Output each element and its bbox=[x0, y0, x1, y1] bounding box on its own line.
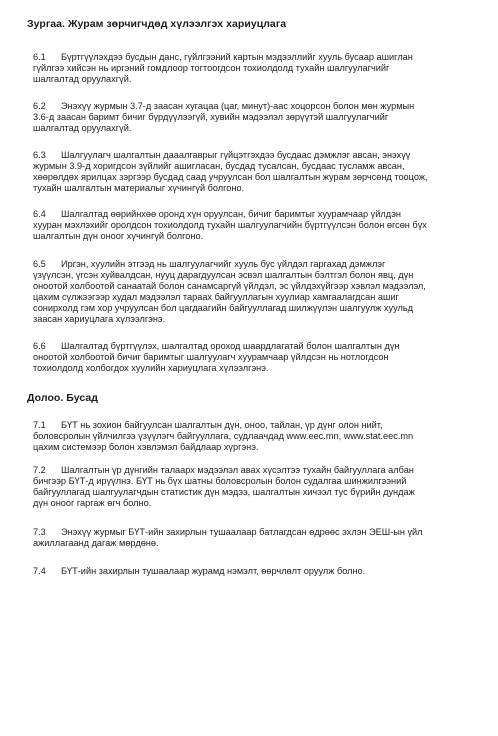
clause-text: цахим сүлжээгээр худал мэдээлэл тараах байгууллагын хуулиар хамгаалагдсан ашиг bbox=[33, 292, 399, 302]
clause-text: Иргэн, хуулийн этгээд нь шалгуулагчийг хууль бус үйлдэл гаргахад дэмжлэг bbox=[61, 259, 386, 269]
clause-text: БҮТ нь зохион байгуулсан шалгалтын дүн, оноо, тайлан, үр дүнг олон нийт, bbox=[61, 420, 383, 430]
clause-text: Шалгуулагч шалгалтын дааалгаврыг гүйцэтгэхдээ бусдаас дэмжлэг авсан, энэхүү bbox=[61, 150, 411, 160]
clause-number: 7.1 bbox=[33, 420, 46, 430]
clause-7-3 bbox=[33, 527, 473, 549]
clause-7-4 bbox=[33, 566, 473, 577]
clause-6-3 bbox=[33, 150, 473, 194]
clause-text: дүн оноог гаргаж өгч болно. bbox=[33, 498, 152, 508]
clause-number: 7.3 bbox=[33, 527, 46, 537]
clause-text: Энэхүү журмыг БҮТ-ийн захирлын тушаалаар батлагдсан өдрөөс эхлэн ЭЕШ-ын үйл bbox=[61, 527, 423, 537]
clause-number: 6.6 bbox=[33, 341, 46, 351]
clause-text: боловсролын үйлчилгээ үзүүлэгч байгууллага, судлаачдад www.eec.mn, www.stat.eec.mn bbox=[33, 431, 414, 441]
clause-text: Шалгалтад бүртгүүлэх, шалгалтад ороход шаардлагатай болон шалгалтын дүн bbox=[61, 341, 400, 351]
clause-text: тохиолдолд холбогдох хуулийн хариуцлага хүлээлгэнэ. bbox=[33, 363, 269, 373]
clause-text: хууран мэхлэхийг оролдсон тохиолдолд тухайн шалгуулагчийн бүртгүүлсэн болон өгсөн бүх bbox=[33, 220, 427, 230]
clause-text: шалгалтын дүн оноог хүчингүй болгоно. bbox=[33, 231, 204, 241]
clause-text: цахим системээр болон хэвлэмэл байдлаар хүргэнэ. bbox=[33, 442, 259, 452]
clause-7-2 bbox=[33, 465, 473, 509]
clause-number: 6.5 bbox=[33, 259, 46, 269]
clause-text: шалгалтад оруулахгүй. bbox=[33, 74, 132, 84]
clause-6-1 bbox=[33, 52, 473, 85]
section-7-heading: Долоо. Бусад bbox=[27, 392, 99, 404]
clause-text: Шалгалтын үр дүнгийн талаарх мэдээлэл авах хүсэлтээ тухайн байгууллага албан bbox=[61, 465, 414, 475]
clause-text: оноотой холбоотой бичиг баримтыг шалгуулагч хуурамчаар үйлдсэн нь нотлогдсон bbox=[33, 352, 389, 362]
clause-text: байгууллагад шалгуулагчдын статистик дүн мэдээ, шалгалтын хичээл тус бүрийн дундаж bbox=[33, 487, 415, 497]
clause-text: хөөрөлдөх ярилцах зэргээр бусдад саад учруулсан бол шалгалтын журам зөрчсөнд тооцож, bbox=[33, 172, 428, 182]
clause-text: заасан хариуцлага хүлээлгэнэ. bbox=[33, 314, 166, 324]
clause-6-6 bbox=[33, 341, 473, 374]
clause-text: 3.6-д заасан баримт бичиг бүрдүүлээгүй, хувийн мэдээлэл зөрүүтэй шалгуулагчийг bbox=[33, 112, 389, 122]
clause-text: оноотой холбоотой санаатай болон санамсаргүй үйлдэл, эс үйлдэхүйгээр хэвлэл мэдээлэл, bbox=[33, 281, 426, 291]
clause-text: Бүртгүүлэхдээ бусдын данс, гүйлгээний картын мэдээллийг хууль бусаар ашиглан bbox=[61, 52, 413, 62]
clause-text: гүйлгээ хийсэн нь иргэний гомдлоор тогтоогдсон тохиолдолд тухайн шалгуулагчийг bbox=[33, 63, 390, 73]
clause-number: 7.4 bbox=[33, 566, 46, 576]
clause-text: сонирхолд гэм хор учруулсан бол цагдаагийн байгууллагад шилжүүлэн шалгуулж хуульд bbox=[33, 303, 413, 313]
clause-text: БҮТ-ийн захирлын тушаалаар журамд нэмэлт, өөрчлөлт оруулж болно. bbox=[61, 566, 366, 576]
clause-text: Энэхүү журмын 3.7-д заасан хугацаа (цаг, минут)-аас хоцорсон болон мөн журмын bbox=[61, 101, 415, 111]
clause-text: Шалгалтад өөрийнхөө оронд хүн оруулсан, бичиг баримтыг хуурамчаар үйлдэн bbox=[61, 209, 401, 219]
clause-text: тухайн шалгалтын материалыг хүчингүй болгоно. bbox=[33, 183, 245, 193]
clause-number: 6.2 bbox=[33, 101, 46, 111]
clause-text: үзүүлсэн, үгсэн хуйвалдсан, нууц дарагдуулсан эсвэл шалгалтын бэлтгэл болон явц, дүн bbox=[33, 270, 414, 280]
section-6-heading: Зургаа. Журам зөрчигчдөд хүлээлгэх хариуцлага bbox=[27, 18, 287, 30]
clause-number: 6.1 bbox=[33, 52, 46, 62]
clause-text: журмын 3.9-д хоригдсон зүйлийг ашигласан, бусдад тусалсан, бусдаас тусламж авсан, bbox=[33, 161, 405, 171]
clause-text: бичгээр БҮТ-д ирүүлнэ. БҮТ нь бүх шатны боловсролын болон судалгаа шинжилгээний bbox=[33, 476, 407, 486]
clause-6-5 bbox=[33, 259, 473, 325]
clause-6-2 bbox=[33, 101, 473, 134]
clause-number: 7.2 bbox=[33, 465, 46, 475]
clause-text: шалгалтад оруулахгүй. bbox=[33, 123, 132, 133]
clause-7-1 bbox=[33, 420, 473, 453]
clause-6-4 bbox=[33, 209, 473, 242]
clause-number: 6.4 bbox=[33, 209, 46, 219]
clause-text: ажиллагаанд дагаж мөрдөнө. bbox=[33, 538, 159, 548]
clause-number: 6.3 bbox=[33, 150, 46, 160]
